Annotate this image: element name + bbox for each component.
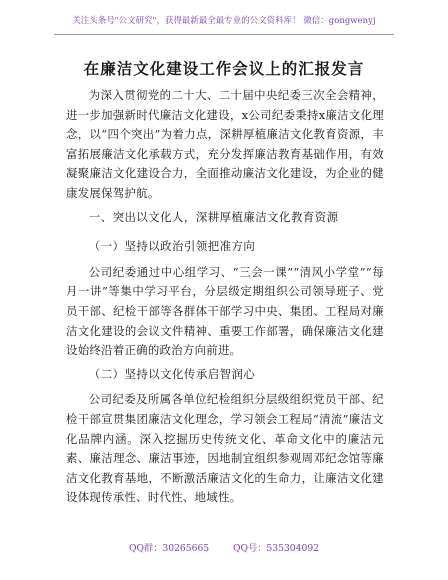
subsection-paragraph-2: 公司纪委及所属各单位纪检组织分层级组织党员干部、纪检干部宣贯集团廉洁文化理念，学习领会工程局“清流”廉洁文化品牌内涵。深入挖掘历史传统文化、革命文化中的廉洁元素、廉洁理念、廉洁事迹，因地制宜组织参观周邓纪念馆等廉洁文化教育基地，不断激活廉洁文化的生命力，让廉洁文化建设体现传承性、时代性、地域性。 — [66, 392, 384, 505]
qq-group-text: QQ群：30265665 — [128, 543, 210, 554]
intro-paragraph: 为深入贯彻党的二十大、二十届中央纪委三次全会精神，进一步加强新时代廉洁文化建设，x公司纪委秉持x廉洁文化理念，以“四个突出”为着力点，深耕厚植廉洁文化教育资源，丰富拓展廉洁文化承载方式，充分发挥廉洁教育基础作用，有效凝聚廉洁文化建设合力，全面推动廉洁文化建设，为企业的健康发展保驾护航。 — [66, 88, 384, 200]
subsection-heading-1: （一）坚持以政治引领把准方向 — [88, 239, 256, 254]
section-heading-1: 一、突出以文化人，深耕厚植廉洁文化教育资源 — [88, 209, 339, 224]
document-title: 在廉洁文化建设工作会议上的汇报发言 — [83, 59, 365, 78]
subsection-paragraph-1: 公司纪委通过中心组学习、“三会一课”“清风小学堂”“每月一讲”等集中学习平台，分层级定期组织公司领导班子、党员干部、纪检干部等各群体干部学习中央、集团、工程局对廉洁文化建设的会议文件精神、重要工作部署，确保廉洁文化建设始终沿着正确的政治方向前进。 — [66, 264, 384, 358]
footer-contact — [0, 540, 448, 554]
document-body — [66, 86, 384, 508]
subsection-heading-2: （二）坚持以文化传承启智润心 — [88, 366, 256, 381]
header-banner: 关注头条号"公文研究"，获得最新最全最专业的公文资料库！ 微信：gongwenyj — [72, 15, 376, 25]
qq-number-text: QQ号：535304092 — [232, 543, 320, 554]
header-divider — [54, 34, 394, 35]
